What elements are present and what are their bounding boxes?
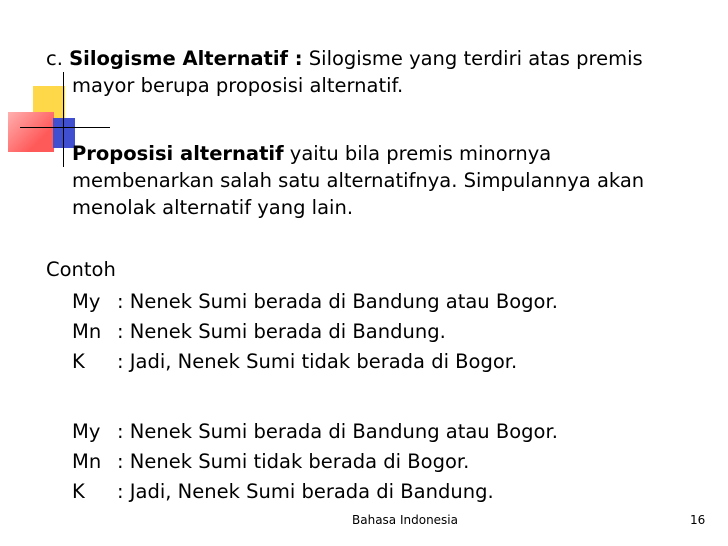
proposisi-line1 bbox=[72, 140, 551, 167]
decorative-red-square bbox=[8, 112, 54, 152]
example1-row bbox=[72, 318, 446, 345]
section-c-term: Silogisme Alternatif : bbox=[69, 47, 303, 70]
example2-text: : Nenek Sumi berada di Bandung atau Bogor. bbox=[117, 420, 558, 443]
example1-label: My bbox=[72, 290, 101, 313]
example1-row bbox=[72, 348, 517, 375]
example1-row bbox=[72, 288, 558, 315]
decorative-vertical-line bbox=[63, 72, 64, 167]
example2-row bbox=[72, 478, 494, 505]
example2-row bbox=[72, 448, 469, 475]
section-c-line1 bbox=[46, 45, 643, 72]
example2-label: My bbox=[72, 420, 101, 443]
proposisi-term: Proposisi alternatif bbox=[72, 142, 284, 165]
example2-text: : Jadi, Nenek Sumi berada di Bandung. bbox=[117, 480, 494, 503]
example1-label: K bbox=[72, 350, 85, 373]
section-c-definition-1: Silogisme yang terdiri atas premis bbox=[302, 47, 643, 70]
example2-label: K bbox=[72, 480, 85, 503]
contoh-heading: Contoh bbox=[46, 258, 116, 281]
example2-row bbox=[72, 418, 558, 445]
example2-text: : Nenek Sumi tidak berada di Bogor. bbox=[117, 450, 470, 473]
section-c-definition-2: mayor berupa proposisi alternatif. bbox=[72, 74, 404, 97]
example1-text: : Nenek Sumi berada di Bandung atau Bogor. bbox=[117, 290, 558, 313]
proposisi-definition-3: menolak alternatif yang lain. bbox=[72, 196, 354, 219]
example1-label: Mn bbox=[72, 320, 102, 343]
section-c-prefix: c. bbox=[46, 47, 70, 70]
footer-title: Bahasa Indonesia bbox=[352, 513, 458, 527]
proposisi-definition-1: yaitu bila premis minornya bbox=[283, 142, 552, 165]
page-number: 16 bbox=[690, 513, 706, 527]
example2-label: Mn bbox=[72, 450, 102, 473]
example1-text: : Nenek Sumi berada di Bandung. bbox=[117, 320, 446, 343]
decorative-horizontal-line bbox=[20, 127, 110, 128]
example1-text: : Jadi, Nenek Sumi tidak berada di Bogor. bbox=[117, 350, 518, 373]
proposisi-definition-2: membenarkan salah satu alternatifnya. Simpulannya akan bbox=[72, 169, 645, 192]
